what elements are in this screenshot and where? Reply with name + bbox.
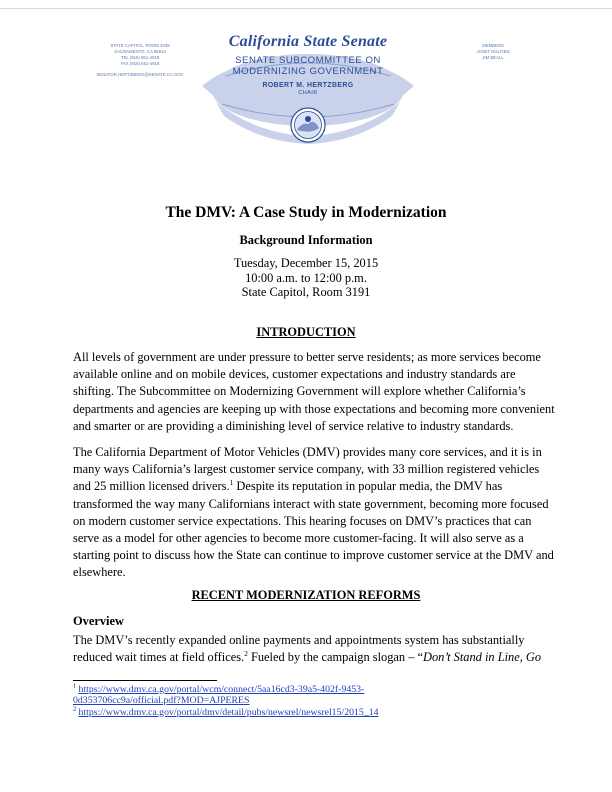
address-line: SACRAMENTO, CA 95814 bbox=[114, 49, 166, 55]
hearing-time: 10:00 a.m. to 12:00 p.m. bbox=[245, 270, 367, 285]
address-line: FAX (916) 651-4918 bbox=[120, 61, 160, 67]
footnote-1-continued bbox=[73, 695, 553, 706]
letterhead-address-block bbox=[86, 43, 194, 78]
hearing-details bbox=[0, 256, 612, 300]
footnote-1-link-cont[interactable]: 0d353706cc9a/official.pdf?MOD=AJPERES bbox=[73, 695, 250, 707]
footnote-2 bbox=[73, 707, 553, 718]
text-line: starting point to discuss how the State can continue to improve customer service at the DMV and bbox=[73, 548, 554, 563]
page-top-border bbox=[0, 8, 612, 9]
text-line: on modern customer service expectations. This hearing focuses on DMV’s practices that can bbox=[73, 513, 532, 528]
footnote-marker: 2 bbox=[73, 705, 77, 713]
footnote-2-link[interactable]: https://www.dmv.ca.gov/portal/dmv/detail/pubs/newsrel/newsrel15/2015_14 bbox=[78, 706, 379, 718]
letterhead-email: SENATOR.HERTZBERG@SENATE.CA.GOV bbox=[96, 72, 184, 78]
text-line: and smarter or are providing a diminishing level of service relative to industry standards. bbox=[73, 418, 514, 433]
address-line: STATE CAPITOL, ROOM 4038 bbox=[110, 43, 170, 48]
text-line bbox=[73, 649, 553, 666]
text-line: elsewhere. bbox=[73, 565, 126, 580]
footnote-1-link[interactable]: https://www.dmv.ca.gov/portal/wcm/connect/5aa16cd3-39a5-402f-9453- bbox=[78, 684, 365, 695]
footnote-1 bbox=[73, 684, 553, 695]
text-line: serve as a model for other agencies to become more customer-facing. It will also serve as a bbox=[73, 531, 524, 546]
text-line: shifting. The Subcommittee on Modernizing Government will explore whether California’s bbox=[73, 384, 526, 399]
chair-role: CHAIR bbox=[298, 90, 318, 96]
text-line: departments and agencies are keeping up with those expectations and becoming more convenient bbox=[73, 401, 555, 416]
dmv-paragraph bbox=[73, 444, 553, 582]
hearing-location: State Capitol, Room 3191 bbox=[241, 285, 371, 299]
overview-paragraph bbox=[73, 632, 553, 666]
footnote-divider bbox=[73, 680, 217, 681]
chair-name: ROBERT M. HERTZBERG bbox=[262, 82, 354, 89]
letterhead-members-block bbox=[460, 43, 526, 61]
text-fragment: Fueled by the campaign slogan – “ bbox=[247, 650, 424, 665]
text-line bbox=[73, 478, 553, 495]
text-line: The DMV’s recently expanded online payments and appointments system has substantially bbox=[73, 633, 525, 647]
subcommittee-line: SENATE SUBCOMMITTEE ON bbox=[235, 55, 381, 66]
intro-paragraph bbox=[73, 349, 553, 435]
address-line: TEL (916) 651-4018 bbox=[120, 55, 160, 61]
text-fragment: and 25 million licensed drivers. bbox=[73, 479, 230, 494]
overview-heading: Overview bbox=[73, 614, 124, 628]
hearing-date: Tuesday, December 15, 2015 bbox=[233, 256, 379, 270]
member-name: JIM BEALL bbox=[482, 55, 504, 61]
letterhead-title: California State Senate bbox=[228, 33, 388, 50]
document-title: The DMV: A Case Study in Modernization bbox=[165, 204, 447, 221]
text-line: available online and on mobile devices, customer expectations and industry standards are bbox=[73, 367, 516, 382]
text-fragment: Despite its reputation in popular media, the DMV has bbox=[233, 479, 503, 494]
text-line: transformed the way many Californians interact with state government, becoming more focused bbox=[73, 496, 549, 511]
recent-reforms-heading: RECENT MODERNIZATION REFORMS bbox=[191, 588, 421, 602]
footnote-ref-2[interactable]: 2 bbox=[244, 649, 248, 659]
footnote-marker: 1 bbox=[73, 682, 77, 690]
letterhead-chair bbox=[196, 81, 420, 97]
document-subtitle: Background Information bbox=[239, 233, 373, 247]
slogan-text: Don’t Stand in Line, Go bbox=[423, 650, 542, 665]
text-line: The California Department of Motor Vehicles (DMV) provides many core services, and it is in bbox=[73, 445, 542, 459]
text-fragment: reduced wait times at field offices. bbox=[73, 650, 245, 665]
members-label: MEMBERS bbox=[482, 43, 504, 48]
member-name: JANET NGUYEN bbox=[476, 49, 510, 55]
text-line: many ways California’s largest customer service company, with 33 million registered vehicles bbox=[73, 462, 540, 477]
text-line: All levels of government are under pressure to better serve residents; as more services become bbox=[73, 350, 541, 364]
footnote-ref-1[interactable]: 1 bbox=[229, 478, 234, 488]
footnotes bbox=[73, 684, 553, 718]
letterhead-subcommittee bbox=[196, 55, 420, 77]
intro-heading: INTRODUCTION bbox=[256, 325, 356, 339]
subcommittee-line: MODERNIZING GOVERNMENT bbox=[232, 66, 384, 77]
